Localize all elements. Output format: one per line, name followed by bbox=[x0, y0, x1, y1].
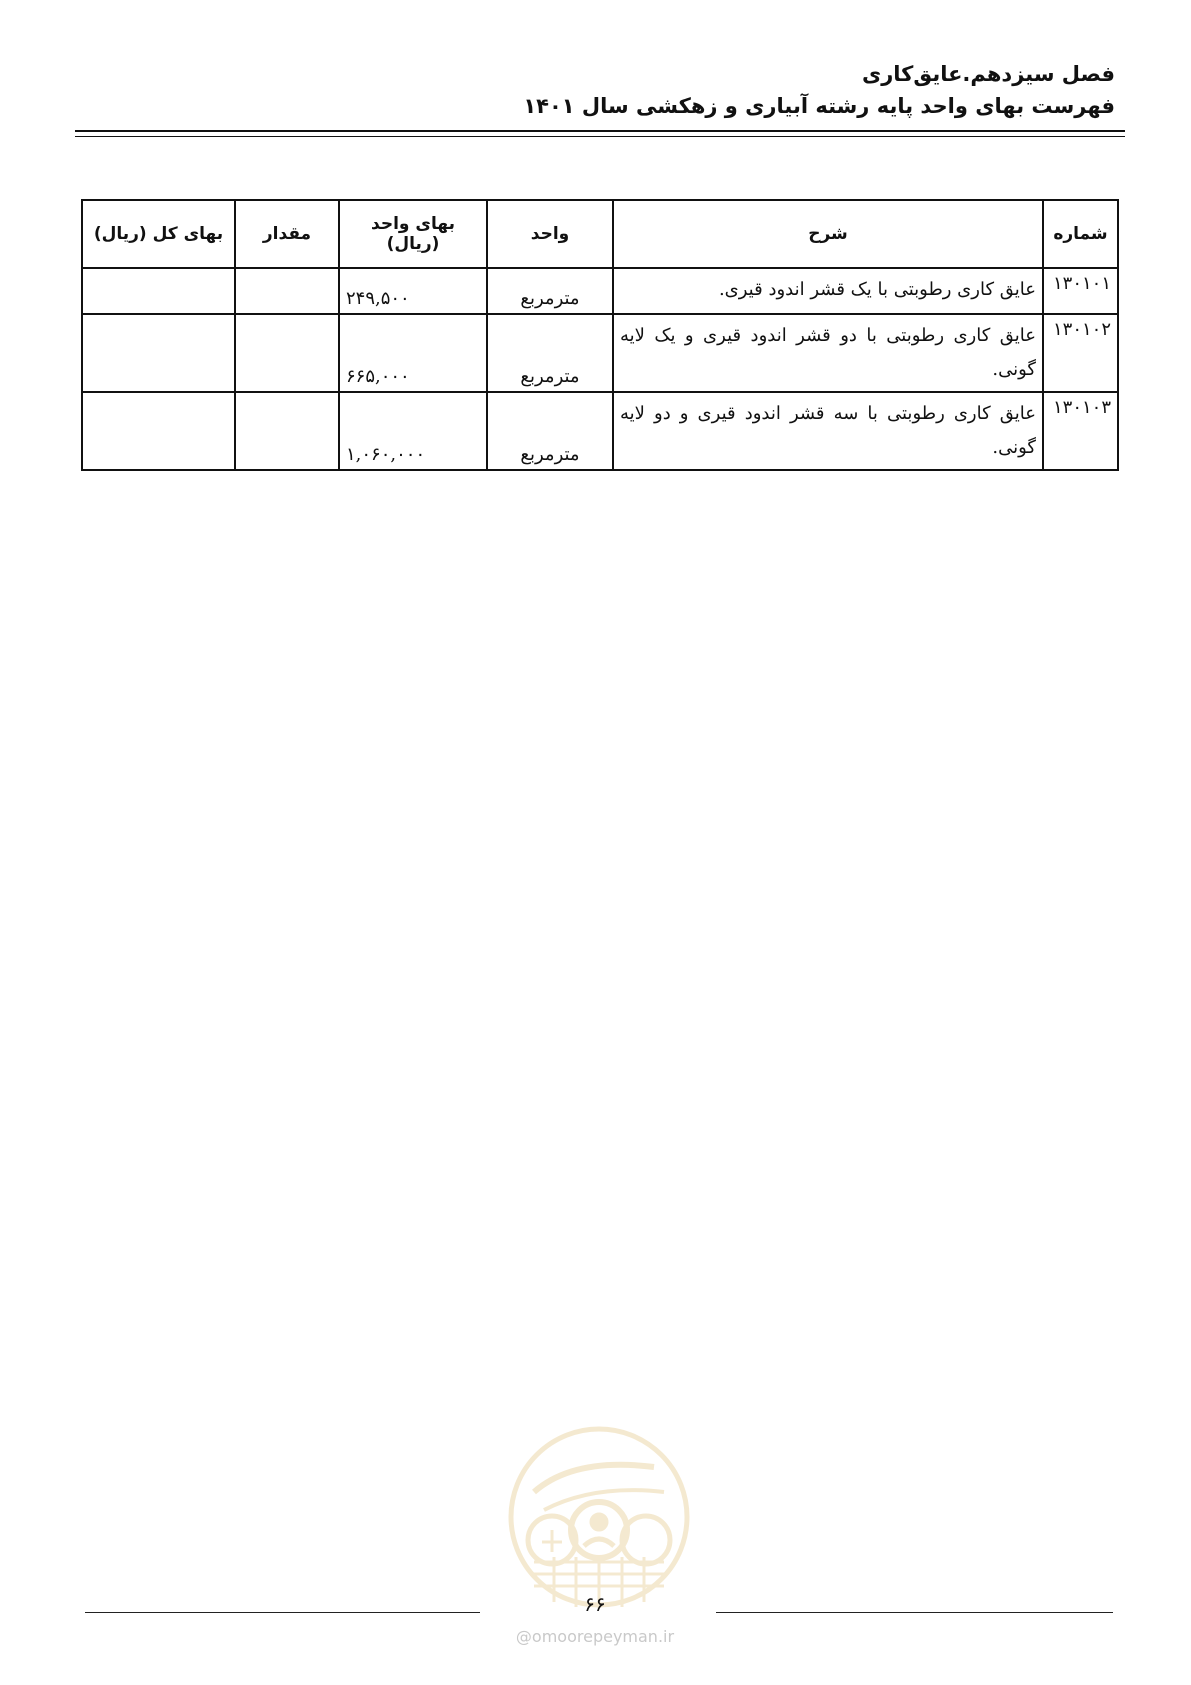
document-title: فهرست بهای واحد پایه رشته آبیاری و زهکشی سال ۱۴۰۱ bbox=[523, 94, 1115, 118]
col-header-description: شرح bbox=[613, 200, 1043, 268]
col-header-total-price: بهای کل (ریال) bbox=[82, 200, 235, 268]
item-quantity bbox=[235, 268, 339, 314]
item-unit: مترمربع bbox=[487, 314, 613, 392]
table-header-row bbox=[82, 200, 1118, 268]
item-number: ۱۳۰۱۰۲ bbox=[1043, 314, 1118, 392]
footer-divider-left bbox=[85, 1612, 480, 1613]
col-header-quantity: مقدار bbox=[235, 200, 339, 268]
item-unit-price: ۲۴۹,۵۰۰ bbox=[339, 268, 487, 314]
item-total-price bbox=[82, 392, 235, 470]
item-number: ۱۳۰۱۰۳ bbox=[1043, 392, 1118, 470]
header-divider-thin bbox=[75, 136, 1125, 137]
col-header-unit: واحد bbox=[487, 200, 613, 268]
item-quantity bbox=[235, 314, 339, 392]
website-watermark: @omoorepeyman.ir bbox=[515, 1627, 675, 1646]
item-unit: مترمربع bbox=[487, 392, 613, 470]
table-row bbox=[82, 314, 1118, 392]
item-unit-price: ۶۶۵,۰۰۰ bbox=[339, 314, 487, 392]
item-number: ۱۳۰۱۰۱ bbox=[1043, 268, 1118, 314]
page-number: ۶۶ bbox=[584, 1592, 606, 1616]
item-quantity bbox=[235, 392, 339, 470]
header-divider bbox=[75, 130, 1125, 132]
chapter-title: فصل سیزدهم.عایق‌کاری bbox=[861, 62, 1115, 86]
price-list-table bbox=[81, 199, 1119, 471]
col-header-number: شماره bbox=[1043, 200, 1118, 268]
table-row bbox=[82, 392, 1118, 470]
col-header-unit-price: بهای واحد (ریال) bbox=[339, 200, 487, 268]
item-description: عایق کاری رطوبتی با یک قشر اندود قیری. bbox=[613, 268, 1043, 314]
item-total-price bbox=[82, 314, 235, 392]
gears-logo-icon bbox=[504, 1422, 694, 1612]
item-unit: مترمربع bbox=[487, 268, 613, 314]
table-row bbox=[82, 268, 1118, 314]
item-description: عایق کاری رطوبتی با دو قشر اندود قیری و یک لایه گونی. bbox=[613, 314, 1043, 392]
page-header bbox=[75, 58, 1115, 122]
item-total-price bbox=[82, 268, 235, 314]
item-unit-price: ۱,۰۶۰,۰۰۰ bbox=[339, 392, 487, 470]
footer-divider-right bbox=[716, 1612, 1113, 1613]
item-description: عایق کاری رطوبتی با سه قشر اندود قیری و دو لایه گونی. bbox=[613, 392, 1043, 470]
